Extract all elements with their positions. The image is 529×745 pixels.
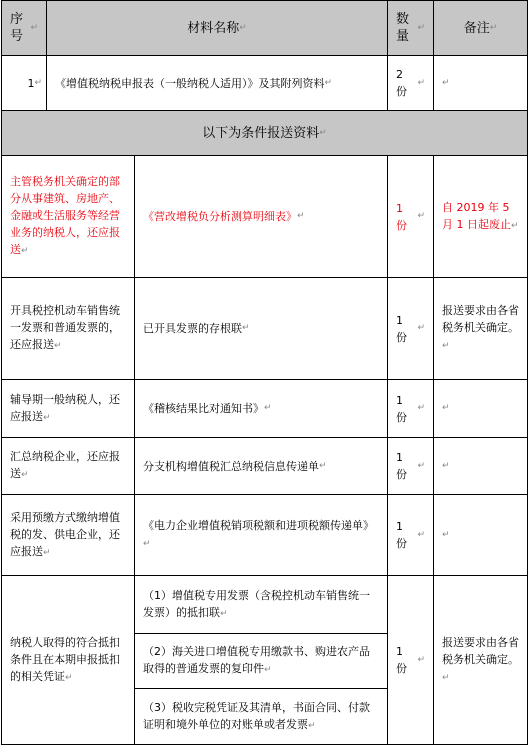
row6-note: ↵: [433, 494, 528, 576]
row5-condition: 汇总纳税企业，还应报送↵: [1, 437, 135, 495]
row1-no: 1 ↵: [1, 55, 47, 111]
row6-condition: 采用预缴方式缴纳增值税的发、供电企业，还应报送↵: [1, 494, 135, 576]
row4-name: 《稽核结果比对通知书》 ↵: [134, 379, 388, 438]
row7-note: 报送要求由各省税务机关确定。↵: [433, 575, 528, 745]
header-qty: 数量 ↵: [387, 0, 434, 56]
row3-name: 已开具发票的存根联 ↵: [134, 277, 388, 380]
row4-note: ↵: [433, 379, 528, 438]
header-no: 序号 ↵: [1, 0, 47, 56]
row1-qty: 2 份 ↵: [387, 55, 434, 111]
row7-qty: 1 份 ↵: [387, 575, 434, 745]
row7-item-3: （3）税收完税凭证及其清单，书面合同、付款证明和境外单位的对账单或者发票↵: [134, 688, 388, 745]
row1-note: ↵: [433, 55, 528, 111]
row4-qty: 1 份 ↵: [387, 379, 434, 438]
row3-condition: 开具税控机动车销售统一发票和普通发票的，还应报送↵: [1, 277, 135, 380]
header-name: 材料名称 ↵: [46, 0, 388, 56]
row2-note: 自 2019 年 5 月 1 日起废止↵: [433, 155, 528, 278]
materials-table: [1, 0, 528, 745]
row1-name: 《增值税纳税申报表（一般纳税人适用）》及其附列资料 ↵: [46, 55, 388, 111]
row4-condition: 辅导期一般纳税人，还应报送↵: [1, 379, 135, 438]
row3-qty: 1 份 ↵: [387, 277, 434, 380]
row2-condition: 主管税务机关确定的部分从事建筑、房地产、金融或生活服务等经营业务的纳税人，还应报送↵: [1, 155, 135, 278]
row5-name: 分支机构增值税汇总纳税信息传递单 ↵: [134, 437, 388, 495]
row5-qty: 1 份 ↵: [387, 437, 434, 495]
row5-note: ↵: [433, 437, 528, 495]
row7-item-2: （2）海关进口增值税专用缴款书、购进农产品取得的普通发票的复印件↵: [134, 633, 388, 689]
row6-name: 《电力企业增值税销项税额和进项税额传递单》↵: [134, 494, 388, 576]
row7-item-1: （1）增值税专用发票（含税控机动车销售统一发票）的抵扣联↵: [134, 575, 388, 634]
row3-note: 报送要求由各省税务机关确定。↵: [433, 277, 528, 380]
row6-qty: 1 份 ↵: [387, 494, 434, 576]
section-title: 以下为条件报送资料 ↵: [1, 110, 528, 156]
header-note: 备注 ↵: [433, 0, 528, 56]
row2-qty: 1 份 ↵: [387, 155, 434, 278]
row7-condition: 纳税人取得的符合抵扣条件且在本期申报抵扣的相关凭证↵: [1, 575, 135, 745]
row2-name: 《营改增税负分析测算明细表》 ↵: [134, 155, 388, 278]
